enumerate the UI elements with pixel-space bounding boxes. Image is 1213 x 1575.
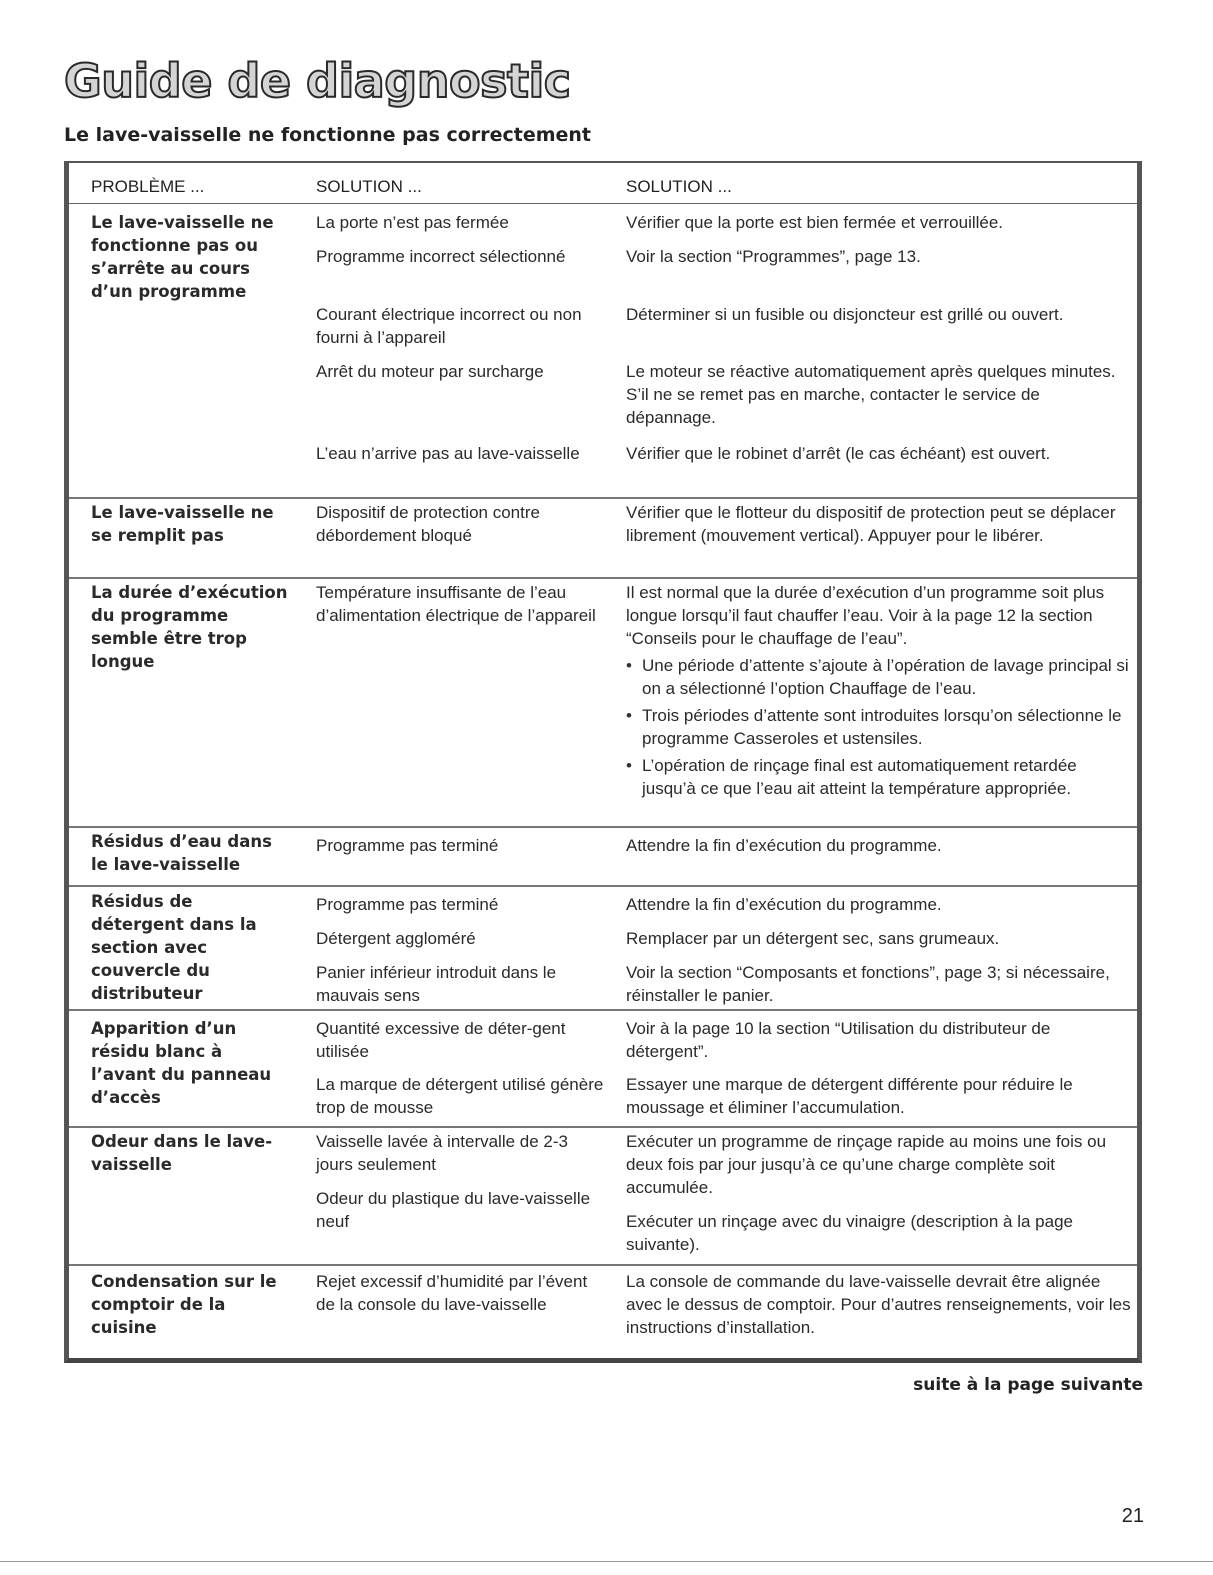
problem-label: Le lave-vaisselle ne se remplit pas (91, 503, 274, 545)
solution-text: Voir la section “Composants et fonctions”, page 3; si nécessaire, réinstaller le panier. (626, 963, 1110, 1005)
table-row-dishwasher-not-running (69, 203, 1137, 499)
solution-text (626, 581, 1131, 800)
table-row-detergent-residue (69, 885, 1137, 1011)
cause-text: Programme incorrect sélectionné (316, 247, 566, 266)
table-row-water-residue (69, 826, 1137, 887)
header-problem: PROBLÈME ... (91, 177, 205, 196)
continued-note: suite à la page suivante (913, 1375, 1143, 1395)
table-row-not-filling (69, 497, 1137, 579)
cause-text: Vaisselle lavée à intervalle de 2-3 jours seulement (316, 1132, 568, 1174)
solution-text: Vérifier que le flotteur du dispositif de protection peut se déplacer librement (mouvement vertical). Appuyer pour le libérer. (626, 503, 1116, 545)
troubleshooting-table (64, 161, 1142, 1363)
bullet-item: • Trois périodes d’attente sont introduites lorsqu’on sélectionne le programme Casseroles et ustensiles. (626, 704, 1131, 750)
solution-paragraph: Il est normal que la durée d’exécution d’un programme soit plus longue lorsqu’il faut chauffer l’eau. Voir à la page 12 la section “Conseils pour le chauffage de l’eau”. (626, 583, 1105, 648)
cause-text: Quantité excessive de déter-gent utilisée (316, 1019, 566, 1061)
table-row-cycle-too-long (69, 577, 1137, 828)
table-row-odor (69, 1126, 1137, 1266)
cause-text: Dispositif de protection contre débordement bloqué (316, 503, 540, 545)
problem-label: Résidus de détergent dans la section avec couvercle du distributeur (91, 892, 257, 1003)
problem-label: Condensation sur le comptoir de la cuisine (91, 1272, 277, 1337)
table-row-white-residue (69, 1009, 1137, 1128)
bullet-item: • Une période d’attente s’ajoute à l’opération de lavage principal si on a sélectionné l’option Chauffage de l’eau. (626, 654, 1131, 700)
cause-text: Panier inférieur introduit dans le mauvais sens (316, 963, 557, 1005)
solution-text: Exécuter un programme de rinçage rapide au moins une fois ou deux fois par jour jusqu’à ce qu’une charge complète soit accumulée. (626, 1132, 1107, 1197)
cause-text: Détergent aggloméré (316, 929, 476, 948)
cause-text: Programme pas terminé (316, 895, 499, 914)
cause-text: La marque de détergent utilisé génère trop de mousse (316, 1075, 604, 1117)
header-cause: SOLUTION ... (316, 177, 422, 196)
table-row-condensation (69, 1264, 1137, 1358)
solution-text: Voir la section “Programmes”, page 13. (626, 247, 921, 266)
solution-text: Exécuter un rinçage avec du vinaigre (description à la page suivante). (626, 1212, 1073, 1254)
page-subtitle: Le lave-vaisselle ne fonctionne pas correctement (64, 124, 591, 146)
solution-text: Attendre la fin d’exécution du programme. (626, 836, 942, 855)
solution-text: Remplacer par un détergent sec, sans grumeaux. (626, 929, 1000, 948)
solution-text: Le moteur se réactive automatiquement après quelques minutes. S’il ne se remet pas en marche, contacter le service de dépannage. (626, 362, 1116, 427)
cause-text: Rejet excessif d’humidité par l’évent de la console du lave-vaisselle (316, 1272, 588, 1314)
bullet-item: • L’opération de rinçage final est automatiquement retardée jusqu’à ce que l’eau ait atteint la température appropriée. (626, 754, 1131, 800)
problem-label: La durée d’exécution du programme semble être trop longue (91, 583, 288, 671)
cause-text: La porte n’est pas fermée (316, 213, 509, 232)
solution-text: Vérifier que le robinet d’arrêt (le cas échéant) est ouvert. (626, 444, 1051, 463)
problem-label: Odeur dans le lave-vaisselle (91, 1132, 273, 1174)
solution-text: Attendre la fin d’exécution du programme. (626, 895, 942, 914)
table-header-row (69, 163, 1137, 204)
solution-text: Voir à la page 10 la section “Utilisation du distributeur de détergent”. (626, 1019, 1051, 1061)
problem-label: Apparition d’un résidu blanc à l’avant du panneau d’accès (91, 1019, 272, 1107)
solution-text: Déterminer si un fusible ou disjoncteur est grillé ou ouvert. (626, 305, 1064, 324)
cause-text: Odeur du plastique du lave-vaisselle neuf (316, 1189, 591, 1231)
cause-text: Arrêt du moteur par surcharge (316, 362, 544, 381)
solution-text: Vérifier que la porte est bien fermée et verrouillée. (626, 213, 1004, 232)
problem-label: Le lave-vaisselle ne fonctionne pas ou s’arrête au cours d’un programme (91, 213, 274, 301)
cause-text: Courant électrique incorrect ou non fourni à l’appareil (316, 305, 582, 347)
header-solution: SOLUTION ... (626, 177, 732, 196)
cause-text: Température insuffisante de l’eau d’alimentation électrique de l’appareil (316, 583, 596, 625)
page-title: Guide de diagnostic (64, 54, 571, 108)
cause-text: Programme pas terminé (316, 836, 499, 855)
problem-label: Résidus d’eau dans le lave-vaisselle (91, 832, 272, 874)
bottom-rule (0, 1561, 1213, 1562)
cause-text: L’eau n’arrive pas au lave-vaisselle (316, 444, 580, 463)
solution-text: La console de commande du lave-vaisselle devrait être alignée avec le dessus de comptoir. Pour d’autres renseignements, voir les instructions d’installation. (626, 1272, 1131, 1337)
solution-text: Essayer une marque de détergent différente pour réduire le moussage et éliminer l’accumulation. (626, 1075, 1073, 1117)
page-number: 21 (1121, 1505, 1144, 1527)
